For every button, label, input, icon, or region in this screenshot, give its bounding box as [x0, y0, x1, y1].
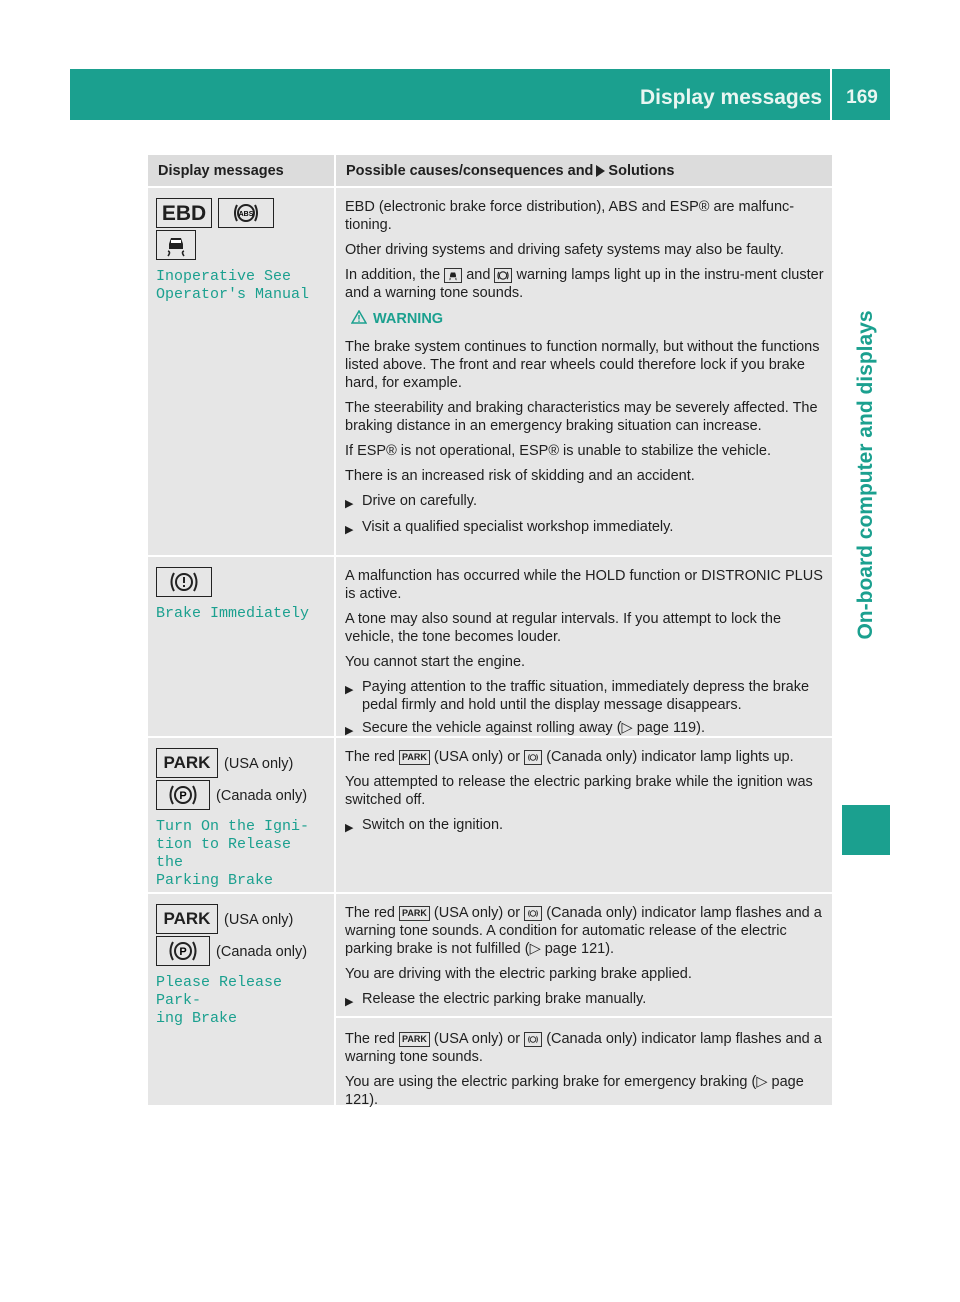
park-icon: PARK: [156, 748, 218, 778]
list-item: ▶ Drive on carefully.: [345, 492, 826, 513]
message-text: Please Release Park‐ ing Brake: [156, 974, 283, 1027]
list-item: ▶ Release the electric parking brake manually.: [345, 990, 826, 1011]
message-text: Turn On the Igni‐ tion to Release the Parking Brake: [156, 818, 310, 889]
parking-brake-small-icon: [524, 906, 542, 921]
park-icon: PARK: [156, 904, 218, 934]
park-small-icon: PARK: [399, 750, 430, 765]
page-number: 169: [846, 87, 878, 108]
ebd-icon: EBD: [156, 198, 212, 228]
list-item: ▶ Visit a qualified specialist workshop immediately.: [345, 518, 826, 539]
table-row: [148, 186, 832, 555]
col-header-display-messages: Display messages: [158, 163, 284, 179]
sub-cell: The red PARK (USA only) or (Canada only) indicator lamp flashes and a warning tone sounds. You are using the electric parking brake for emergency braking (▷ page 121).: [336, 1016, 832, 1122]
esp-skid-small-icon: [444, 268, 462, 283]
message-text: Brake Immediately: [156, 605, 310, 622]
svg-text:P: P: [179, 946, 187, 958]
header-divider: [830, 69, 832, 120]
list-item: ▶ Paying attention to the traffic situation, immediately depress the brake pedal firmly and hold until the display message disappears.: [345, 679, 810, 713]
abs-small-icon: [494, 268, 512, 283]
display-message-cell: [148, 557, 334, 736]
parking-brake-small-icon: [524, 1032, 542, 1047]
svg-text:ABS: ABS: [238, 211, 254, 218]
table-row: [148, 736, 832, 892]
parking-brake-icon: [156, 936, 210, 966]
causes-cell: The red PARK (USA only) or (Canada only) indicator lamp flashes and a warning tone sounds. A condition for automatic release of the electric parking brake is not fulfilled (▷ page 121). You are driving with the electric parking brake applied. ▶ Release the electric parking brake manually. The red PARK (USA only) or (Canada only) indicator lamp flashes and a warning tone sounds. You are using the electric parking brake for emergency braking (▷ page 121).: [334, 894, 832, 1105]
table-row: [148, 892, 832, 1108]
display-message-cell: PARK (USA only) P (Canada only) Turn On the Igni‐ tion to Release the Parking Brake: [148, 738, 334, 892]
causes-cell: EBD (electronic brake force distribution), ABS and ESP® are malfunc-tioning. Other driving systems and driving safety systems may also be faulty. In addition, the and warning lamps light up in the instru-ment cluster and a warning tone sounds. WARNING The brake system continues to function normally, but without the functions listed above. The front and rear wheels could therefore lock if you brake hard, for example. The steerability and braking characteristics may be severely affected. The braking distance in an emergency braking situation can increase. If ESP® is not operational, ESP® is unable to stabilize the vehicle. There is an increased risk of skidding and an accident. ▶ Drive on carefully. ▶ Visit a qualified specialist workshop immediately.: [334, 188, 832, 555]
bullet-arrow-icon: ▶: [345, 684, 354, 696]
warning-triangle-icon: [351, 310, 367, 324]
display-messages-table: [148, 155, 832, 1108]
section-label: On-board computer and displays: [854, 310, 877, 640]
table-header: [148, 155, 832, 186]
table-row: [148, 555, 832, 736]
message-text: Inoperative See Operator's Manual: [156, 268, 310, 303]
warning-heading: WARNING: [345, 310, 826, 328]
esp-skid-icon: [156, 230, 196, 260]
svg-text:P: P: [179, 790, 187, 802]
abs-icon: [218, 198, 274, 228]
display-message-cell: PARK (USA only) P (Canada only) Please Release Park‐ ing Brake: [148, 894, 334, 1105]
bullet-arrow-icon: ▶: [345, 996, 354, 1008]
section-marker: [842, 805, 890, 855]
bullet-arrow-icon: ▶: [345, 524, 354, 536]
arrow-icon: [596, 165, 605, 177]
page-title: Display messages: [640, 86, 823, 109]
parking-brake-icon: [156, 780, 210, 810]
causes-cell: A malfunction has occurred while the HOLD function or DISTRONIC PLUS is active. A tone may also sound at regular intervals. If you attempt to lock the vehicle, the tone becomes louder. You cannot start the engine. ▶ Paying attention to the traffic situation, immediately depress the brake pedal firmly and hold until the display message disappears. ▶ Secure the vehicle against rolling away (▷ page 119).: [334, 557, 832, 736]
bullet-arrow-icon: ▶: [345, 725, 354, 737]
park-small-icon: PARK: [399, 906, 430, 921]
display-message-cell: [148, 188, 334, 555]
list-item: ▶ Switch on the ignition.: [345, 816, 826, 837]
bullet-arrow-icon: ▶: [345, 822, 354, 834]
causes-cell: The red PARK (USA only) or (Canada only) indicator lamp lights up. You attempted to release the electric parking brake while the ignition was switched off. ▶ Switch on the ignition.: [334, 738, 832, 892]
park-small-icon: PARK: [399, 1032, 430, 1047]
list-item: ▶ Secure the vehicle against rolling away (▷ page 119).: [345, 719, 826, 740]
parking-brake-small-icon: [524, 750, 542, 765]
col-header-causes: Possible causes/consequences and Solutions: [334, 155, 832, 186]
bullet-arrow-icon: ▶: [345, 498, 354, 510]
brake-warning-icon: [156, 567, 212, 597]
